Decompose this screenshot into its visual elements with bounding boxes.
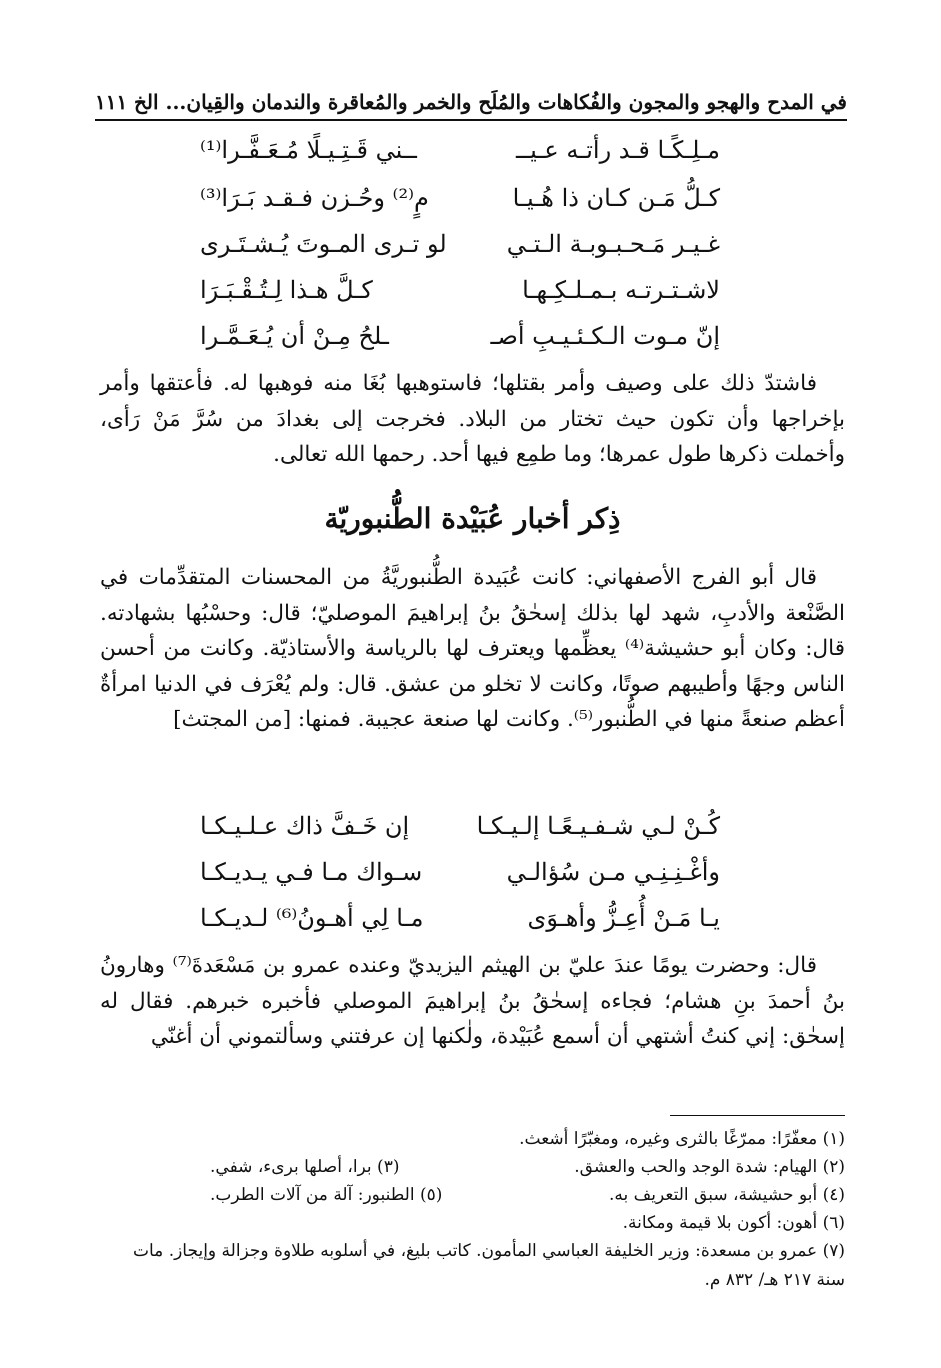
footnote-5: (٥) الطنبور: آلة من آلات الطرب. [210,1185,443,1205]
footnote-7: (٧) عمرو بن مسعدة: وزير الخليفة العباسي المأمون. كاتب بليغ، في أسلوبه طلاوة وجزالة وإيجاز. مات سنة ٢١٧ هـ/ ٨٣٢ م. [133,1241,845,1290]
paragraph-text: فاشتدّ ذلك على وصيف وأمر بقتلها؛ فاستوهبها بُغَا منه فوهبها له. فأعتقها وأمر بإخراجها وأن تكون حيث تختار من البلاد. فخرجت إلى بغدادَ من سُرَّ مَنْ رَأى، وأخملت ذكرها طول عمرها؛ وما طمِع فيها أحد. رحمها الله تعالى. [100,371,845,467]
verse-line [200,178,720,218]
footnote-rule [670,1115,845,1116]
verse-second-hemistich: سـواك مـا فـي يـديـكـا [200,858,423,886]
footnote-row [100,1181,845,1209]
footnote-1: (١) معفّرًا: ممرّغًا بالثرى وغيره، ومغبّرًا أشعث. [519,1129,845,1149]
verse-first-hemistich: مـلِـكًـا قـد رأتـه عـيــ [516,136,720,164]
footnote-row [100,1125,845,1153]
verse-first-hemistich: كـلُّ مَـن كـان ذا هُـيـا [512,184,720,212]
verse-line [200,806,720,846]
verse-line [200,898,720,938]
verse-second-hemistich: مٍ⁽²⁾ وحُـزن فـقـد بَـرَا⁽³⁾ [200,184,429,212]
verse-second-hemistich: كـلَّ هـذا لِـتُـقْـبَـرَا [200,276,373,304]
footnote-2: (٢) الهيام: شدة الوجد والحب والعشق. [574,1157,845,1177]
footnote-row [100,1153,845,1181]
verse-first-hemistich: لاشـتـرتـه بـمـلـكِـهـا [522,276,720,304]
verse-first-hemistich: وأغْـنِـنِـي مـن سُؤالـي [506,858,720,886]
paragraph-text: قال أبو الفرج الأصفهاني: كانت عُبَيدة الطُّنبوريَّةُ من المحسنات المتقدِّمات في الصَّنْعة والأدبِ، شهد لها بذلك إسحٰقُ بنُ إبراهيمَ الموصليّ؛ قال: وحسْبُها بشهادته. قال: وكان أبو حشيشة⁽⁴⁾ يعظِّمها ويعترف لها بالرياسة والأستاذيّة. وكانت من أحسن الناس وجهًا وأطيبهم صوتًا، وكانت لا تخلو من عشق. قال: ولم يُعْرَف في الدنيا امرأةٌ أعظم صنعةً منها في الطُّنبور⁽⁵⁾. وكانت لها صنعة عجيبة. فمنها: [من المجتث] [100,565,845,732]
running-header [95,80,847,114]
footnote-3: (٣) برا، أصلها برىء، شفي. [210,1157,400,1177]
verse-line [200,316,720,356]
running-title: في المدح والهجو والمجون والفُكاهات والمُلَح والخمر والمُعاقرة والندمان والقِيان... الخ [133,90,847,114]
verse-second-hemistich: ـلحُ مِـنْ أن يُـعَـمَّـرا [200,322,389,350]
footnote-row [100,1237,845,1295]
verse-line [200,270,720,310]
verse-line [200,852,720,892]
footnote-4: (٤) أبو حشيشة، سبق التعريف به. [609,1185,845,1205]
header-rule [95,119,847,121]
verse-line [200,224,720,264]
verse-line [200,130,720,170]
paragraph [100,366,845,473]
verse-first-hemistich: إنّ مـوت الـكـئـيـبِ أصـ [490,322,720,350]
verse-second-hemistich: لو تـرى المـوتَ يُـشـتَـرى [200,230,447,258]
footnotes [100,1125,845,1295]
page-number: ١١١ [95,90,128,114]
verse-second-hemistich: مـا لِي أهـونُ⁽⁶⁾ لـديـكـا [200,904,424,932]
verse-first-hemistich: غـيـر مَـحـبـوبـة الـتـي [506,230,720,258]
verse-first-hemistich: كُـنْ لـي شـفـيـعًـا إلـيـكـا [476,812,720,840]
verse-second-hemistich: إن خَـفَّ ذاك عـلـيـكـا [200,812,410,840]
verse-first-hemistich: يـا مَـنْ أُعِـزُّ وأهـوَى [527,904,720,932]
verse-second-hemistich: ــني قَـتِـيـلًا مُـعَـفَّـرا⁽¹⁾ [200,136,417,164]
paragraph-text: قال: وحضرت يومًا عندَ عليّ بن الهيثم اليزيديّ وعنده عمرو بن مَسْعَدةَ⁽⁷⁾ وهارونُ بنُ أحمدَ بنِ هشام؛ فجاءه إسحٰقُ بنُ إبراهيمَ الموصلي فأخبره خبرهم. فقال له إسحٰق: إني كنتُ أشتهي أن أسمع عُبَيْدة، ولٰكنها إن عرفتني وسألتموني أن أغنّي [100,953,845,1049]
footnote-6: (٦) أهون: أكون بلا قيمة ومكانة. [622,1213,845,1233]
section-title: ذِكر أخبار عُبَيْدة الطُّنبوريّة [324,502,621,535]
paragraph [100,948,845,1055]
paragraph [100,560,845,738]
footnote-row [100,1209,845,1237]
